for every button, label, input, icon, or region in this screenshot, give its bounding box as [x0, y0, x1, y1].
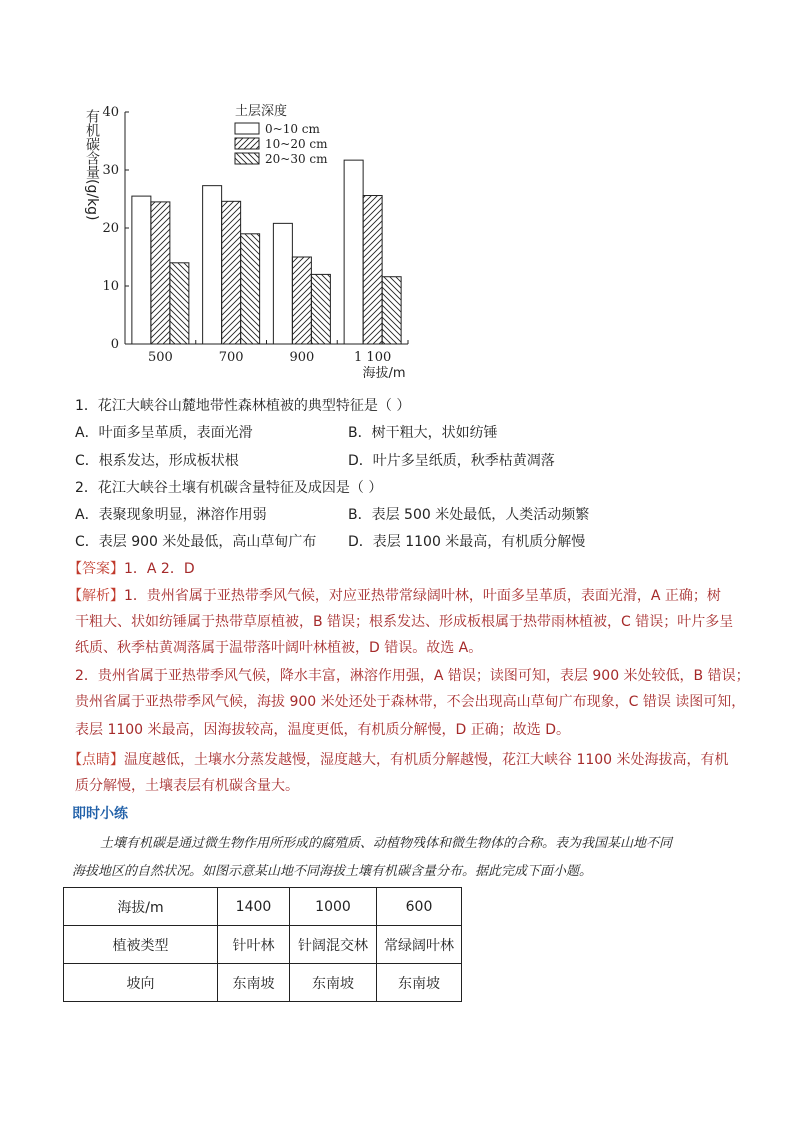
- legend-swatch: [235, 123, 259, 134]
- y-tick-label: 0: [110, 337, 119, 352]
- analysis-line-6: 表层 1100 米最高，因海拔较高，温度更低，有机质分解慢，D 正确；故选 D。: [75, 722, 570, 738]
- analysis-text-1: 1．贵州省属于亚热带季风气候，对应亚热带常绿阔叶林，叶面多呈革质，表面光滑，A 正确；树: [124, 588, 721, 604]
- bar: [344, 160, 363, 344]
- q2-option-d: D．表层 1100 米最高，有机质分解慢: [348, 534, 586, 550]
- q1-option-b: B．树干粗大，状如纺锤: [348, 425, 498, 441]
- table-cell: 植被类型: [64, 926, 218, 964]
- bar: [132, 196, 151, 344]
- comment-text-1: 温度越低，土壤水分蒸发越慢，湿度越大，有机质分解越慢，花江大峡谷 1100 米处海拔高，有机: [124, 752, 729, 768]
- x-tick-label: 500: [147, 350, 173, 365]
- table-cell: 常绿阔叶林: [377, 926, 462, 964]
- comment-tag: 【点睛】: [68, 752, 124, 768]
- y-tick-label: 30: [102, 163, 119, 178]
- y-axis-label: 有机碳含量(g/kg): [84, 109, 100, 221]
- legend-label: 0~10 cm: [265, 122, 320, 136]
- x-tick-label: 900: [289, 350, 315, 365]
- table-cell: 针叶林: [218, 926, 290, 964]
- table-row: [64, 888, 462, 926]
- q1-option-a: A．叶面多呈革质，表面光滑: [75, 425, 253, 441]
- table-cell: 1400: [218, 888, 290, 926]
- analysis-line-1: [68, 586, 721, 606]
- answer-line: [68, 559, 195, 579]
- x-axis-label: 海拔/m: [362, 366, 406, 381]
- table-cell: 海拔/m: [64, 888, 218, 926]
- bar: [222, 201, 241, 344]
- bar: [382, 277, 401, 344]
- comment-line-1: [68, 750, 729, 770]
- q2-option-a: A．表聚现象明显，淋溶作用弱: [75, 507, 267, 523]
- question-1: 1．花江大峡谷山麓地带性森林植被的典型特征是（ ）: [75, 398, 411, 414]
- analysis-line-4: 2．贵州省属于亚热带季风气候，降水丰富，淋溶作用强，A 错误；读图可知，表层 900 米处较低，B 错误；: [75, 668, 750, 684]
- bar: [170, 263, 189, 344]
- table-cell: 坡向: [64, 964, 218, 1002]
- table-cell: 东南坡: [290, 964, 377, 1002]
- legend-label: 20~30 cm: [265, 152, 328, 166]
- table-cell: 东南坡: [218, 964, 290, 1002]
- answer-text: 1．A 2．D: [124, 561, 195, 577]
- analysis-tag: 【解析】: [68, 588, 124, 604]
- table-row: [64, 926, 462, 964]
- answer-tag: 【答案】: [68, 561, 124, 577]
- bar: [292, 257, 311, 344]
- table-cell: 600: [377, 888, 462, 926]
- q2-option-b: B．表层 500 米处最低，人类活动频繁: [348, 507, 590, 523]
- bar: [273, 223, 292, 344]
- bar: [151, 202, 170, 344]
- bar: [203, 186, 222, 344]
- practice-intro-2: 海拔地区的自然状况。如图示意某山地不同海拔土壤有机碳含量分布。据此完成下面小题。: [72, 864, 593, 879]
- q2-option-c: C．表层 900 米处最低，高山草甸广布: [75, 534, 317, 550]
- legend-title: 土层深度: [235, 104, 288, 119]
- table-row: [64, 964, 462, 1002]
- analysis-line-5: 贵州省属于亚热带季风气候，海拔 900 米处还处于森林带，不会出现高山草甸广布现象，C 错误 读图可知，: [75, 694, 746, 710]
- x-tick-label: 700: [218, 350, 244, 365]
- table-cell: 东南坡: [377, 964, 462, 1002]
- legend-swatch: [235, 138, 259, 149]
- y-tick-label: 10: [102, 279, 119, 294]
- analysis-line-3: 纸质、秋季枯黄凋落属于温带落叶阔叶林植被，D 错误。故选 A。: [75, 640, 483, 656]
- bar: [241, 234, 260, 344]
- analysis-line-2: 干粗大、状如纺锤属于热带草原植被，B 错误；根系发达、形成板根属于热带雨林植被，C 错误；叶片多呈: [75, 614, 734, 630]
- question-2: 2．花江大峡谷土壤有机碳含量特征及成因是（ ）: [75, 480, 383, 496]
- practice-heading: 即时小练: [72, 806, 128, 822]
- bar: [311, 274, 330, 344]
- q1-option-c: C．根系发达，形成板状根: [75, 453, 239, 469]
- x-tick-label: 1 100: [354, 350, 392, 365]
- comment-line-2: 质分解慢，土壤表层有机碳含量大。: [75, 778, 299, 794]
- q1-option-d: D．叶片多呈纸质，秋季枯黄凋落: [348, 453, 555, 469]
- table-cell: 针阔混交林: [290, 926, 377, 964]
- y-tick-label: 40: [102, 105, 119, 120]
- legend-label: 10~20 cm: [265, 137, 328, 151]
- altitude-table: [63, 887, 462, 1002]
- y-tick-label: 20: [102, 221, 119, 236]
- practice-intro-1: 土壤有机碳是通过微生物作用所形成的腐殖质、动植物残体和微生物体的合称。表为我国某山地不同: [100, 836, 673, 851]
- bar: [363, 196, 382, 344]
- table-cell: 1000: [290, 888, 377, 926]
- bar-chart: [70, 95, 420, 385]
- legend-swatch: [235, 153, 259, 164]
